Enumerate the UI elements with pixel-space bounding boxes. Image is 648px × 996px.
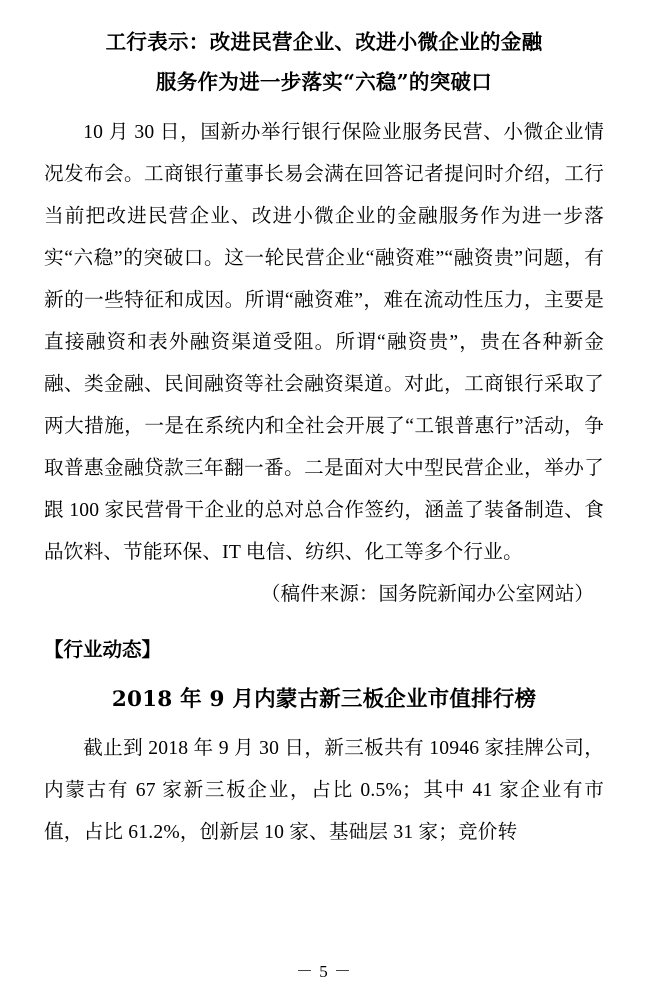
section-subtitle: 2018 年 9 月内蒙古新三板企业市值排行榜 <box>111 687 537 712</box>
page-title-line-2: 服务作为进一步落实“六稳”的突破口 <box>155 70 493 94</box>
section-tag: 【行业动态】 <box>44 638 162 661</box>
page-number: － 5 － <box>296 962 352 981</box>
article-paragraph-1: 10 月 30 日，国新办举行银行保险业服务民营、小微企业情况发布会。工商银行董事长易会满在回答记者提问时介绍，工行当前把改进民营企业、改进小微企业的金融服务作为进一步落实“六稳”的突破口。这一轮民营企业“融资难”“融资贵”问题，有新的一些特征和成因。所谓“融资难”，难在流动性压力，主要是直接融资和表外融资渠道受阻。所谓“融资贵”，贵在各种新金融、类金融、民间融资等社会融资渠道。对此，工商银行采取了两大措施，一是在系统内和全社会开展了“工银普惠行”活动，争取普惠金融贷款三年翻一番。二是面对大中型民营企业，举办了跟 100 家民营骨干企业的总对总合作签约，涵盖了装备制造、食品饮料、节能环保、IT 电信、纺织、化工等多个行业。 <box>44 122 604 563</box>
page-title-line-1: 工行表示：改进民营企业、改进小微企业的金融 <box>105 30 543 54</box>
page-title <box>44 22 604 102</box>
article-paragraph-2: 截止到 2018 年 9 月 30 日，新三板共有 10946 家挂牌公司，内蒙古有 67 家新三板企业，占比 0.5%；其中 41 家企业有市值，占比 61.2%，创新层 10 家、基础层 31 家；竞价转 <box>44 738 604 843</box>
article-source: （稿件来源：国务院新闻办公室网站） <box>260 584 594 605</box>
